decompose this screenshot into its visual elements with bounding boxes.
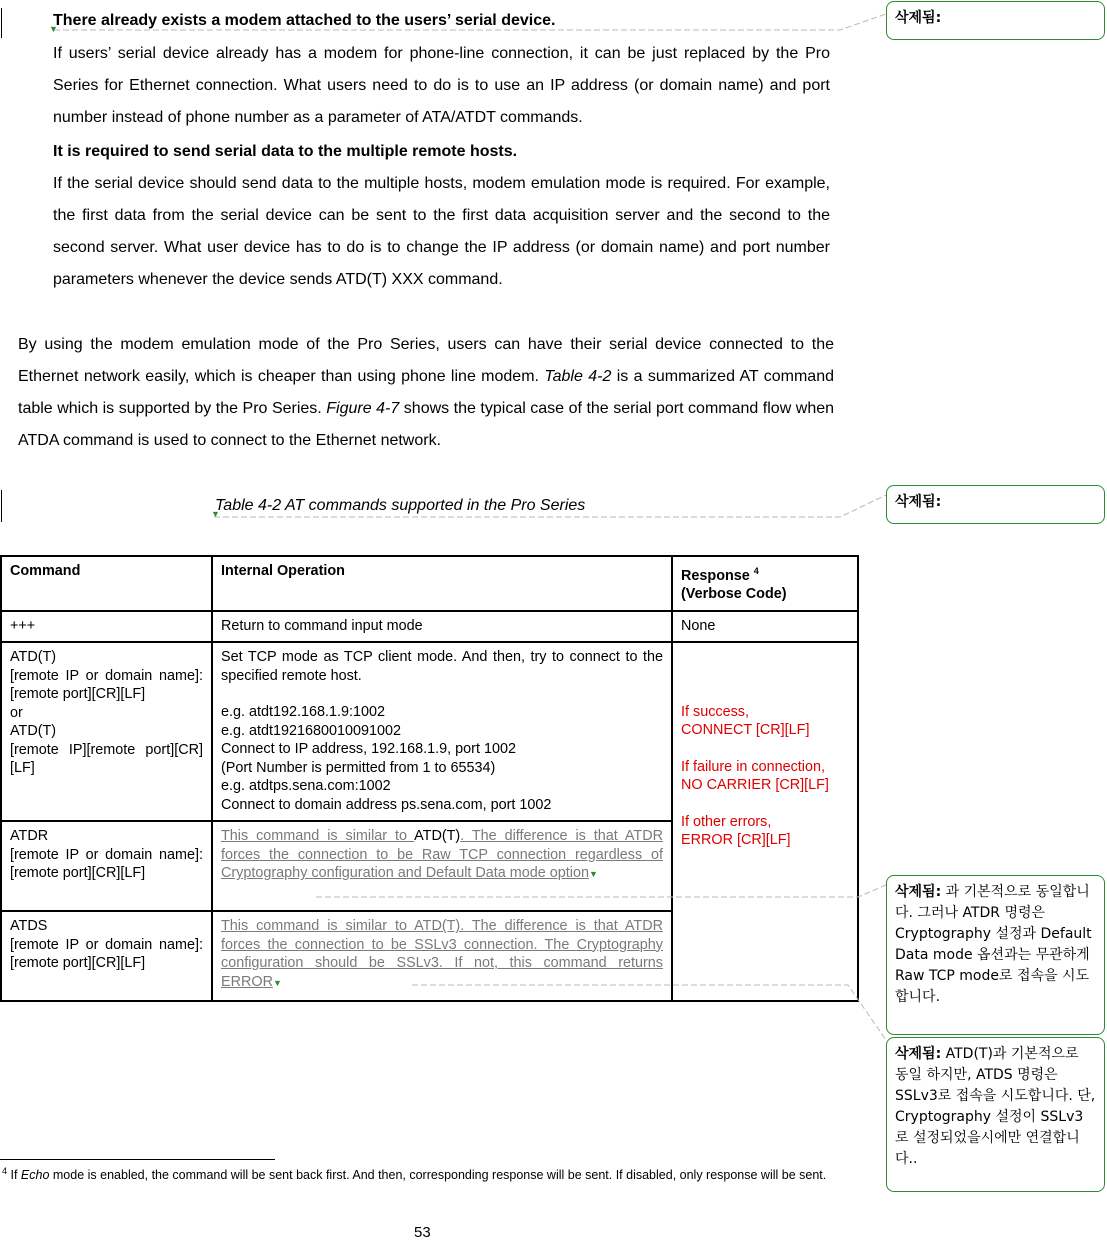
paragraph: By using the modem emulation mode of the Pro Series, users can have their serial device connected to the Ethernet network easily, which is cheaper than using phone line modem. Table 4-2 is a summarized AT command table which is supported by the Pro Series. Figure 4-7 shows the typical case of the serial port command flow when ATDA command is used to connect to the Ethernet network. [18,336,835,449]
table-reference: Table 4-2 [544,368,612,385]
insertion-marker-icon: ▼ [589,869,598,880]
footnote: $^4$ If Echo mode is enabled, the command will be sent back first. And then, corresponding response will be sent. If disabled, only response will be sent. [2,1166,827,1183]
command-cell: ATDR [remote IP or domain name]:[remote port][CR][LF] [1,821,212,911]
operation-cell [212,821,672,911]
table-caption: Table 4-2 AT commands supported in the Pro Series [215,497,586,514]
deleted-text: This command is similar to [221,828,415,845]
section-heading: There already exists a modem attached to the users’ serial device. [53,12,556,29]
insertion-marker-icon: ▼ [49,24,58,34]
command-cell: +++ [1,611,212,643]
revision-balloon[interactable]: 삭제됨: [886,485,1105,524]
header-operation: Internal Operation [212,556,672,611]
command-cell: ATDS [remote IP or domain name]:[remote port][CR][LF] [1,911,212,1001]
header-command: Command [1,556,212,611]
command-cell: ATD(T) [remote IP or domain name]:[remote port][CR][LF] or ATD(T) [remote IP][remote port][CR][LF] [1,642,212,821]
footnote-marker: 4 [2,1166,8,1176]
revision-balloon[interactable]: 삭제됨: [886,1,1105,40]
footnote-separator [0,1159,275,1160]
deleted-text: This command is similar to ATD(T). The difference is that ATDR forces the connection to be SSLv3 connection. The Cryptography configuration should be SSLv3. If not, this command returns ERROR [221,918,663,990]
paragraph: If users’ serial device already has a modem for phone-line connection, it can be just replaced by the Pro Series for Ethernet connection. What users need to do is to use an IP address (or domain name) and port number instead of phone number as a parameter of ATA/ATDT commands. [53,45,830,126]
table-row [1,611,858,643]
figure-reference: Figure 4-7 [326,400,400,417]
operation-cell [212,911,672,1001]
at-commands-table [0,555,859,1002]
footnote-ref: 4 [753,566,759,576]
revision-balloon[interactable]: 삭제됨: 과 기본적으로 동일합니다. 그러나 ATDR 명령은 Cryptography 설정과 Default Data mode 옵션과는 무관하게 Raw TCP mode로 접속을 시도합니다. [886,875,1105,1035]
table-header-row [1,556,858,611]
change-bar [1,490,2,522]
header-response: Response $^4$ (Verbose Code) [672,556,858,611]
deleted-text: . The difference is that ATDR forces the connection to be Raw TCP connection regardless of Cryptography configuration and Default Data mode option [221,828,664,882]
insertion-marker-icon: ▼ [272,977,282,988]
table-row [1,642,858,821]
revision-balloon[interactable]: 삭제됨: ATD(T)과 기본적으로 동일 하지만, ATDS 명령은 SSLv3로 접속을 시도합니다. 단, Cryptography 설정이 SSLv3로 설정되었을시에만 연결합니다.. [886,1037,1105,1192]
operation-cell: Set TCP mode as TCP client mode. And then, try to connect to the specified remote host. e.g. atdt192.168.1.9:1002 e.g. atdt1921680010091002 Connect to IP address, 192.168.1.9, port 1002 (Port Number is permitted from 1 to 65534) e.g. atdtps.sena.com:1002 Connect to domain address ps.sena.com, port 1002 [212,642,672,821]
retained-text: ATD(T) [414,828,461,845]
section-heading: It is required to send serial data to the multiple remote hosts. [53,143,518,160]
paragraph: If the serial device should send data to the multiple hosts, modem emulation mode is required. For example, the first data from the serial device can be sent to the first data acquisition server and the second to the second server. What user device has to do is to change the IP address (or domain name) and port number parameters whenever the device sends ATD(T) XXX command. [53,175,830,288]
response-cell: If success, CONNECT [CR][LF] If failure in connection, NO CARRIER [CR][LF] If other errors, ERROR [CR][LF] [672,642,858,1001]
operation-cell: Return to command input mode [212,611,672,643]
insertion-marker-icon: ▼ [211,509,220,519]
response-cell: None [672,611,858,643]
page-number: 53 [414,1224,431,1241]
change-bar [1,8,2,38]
